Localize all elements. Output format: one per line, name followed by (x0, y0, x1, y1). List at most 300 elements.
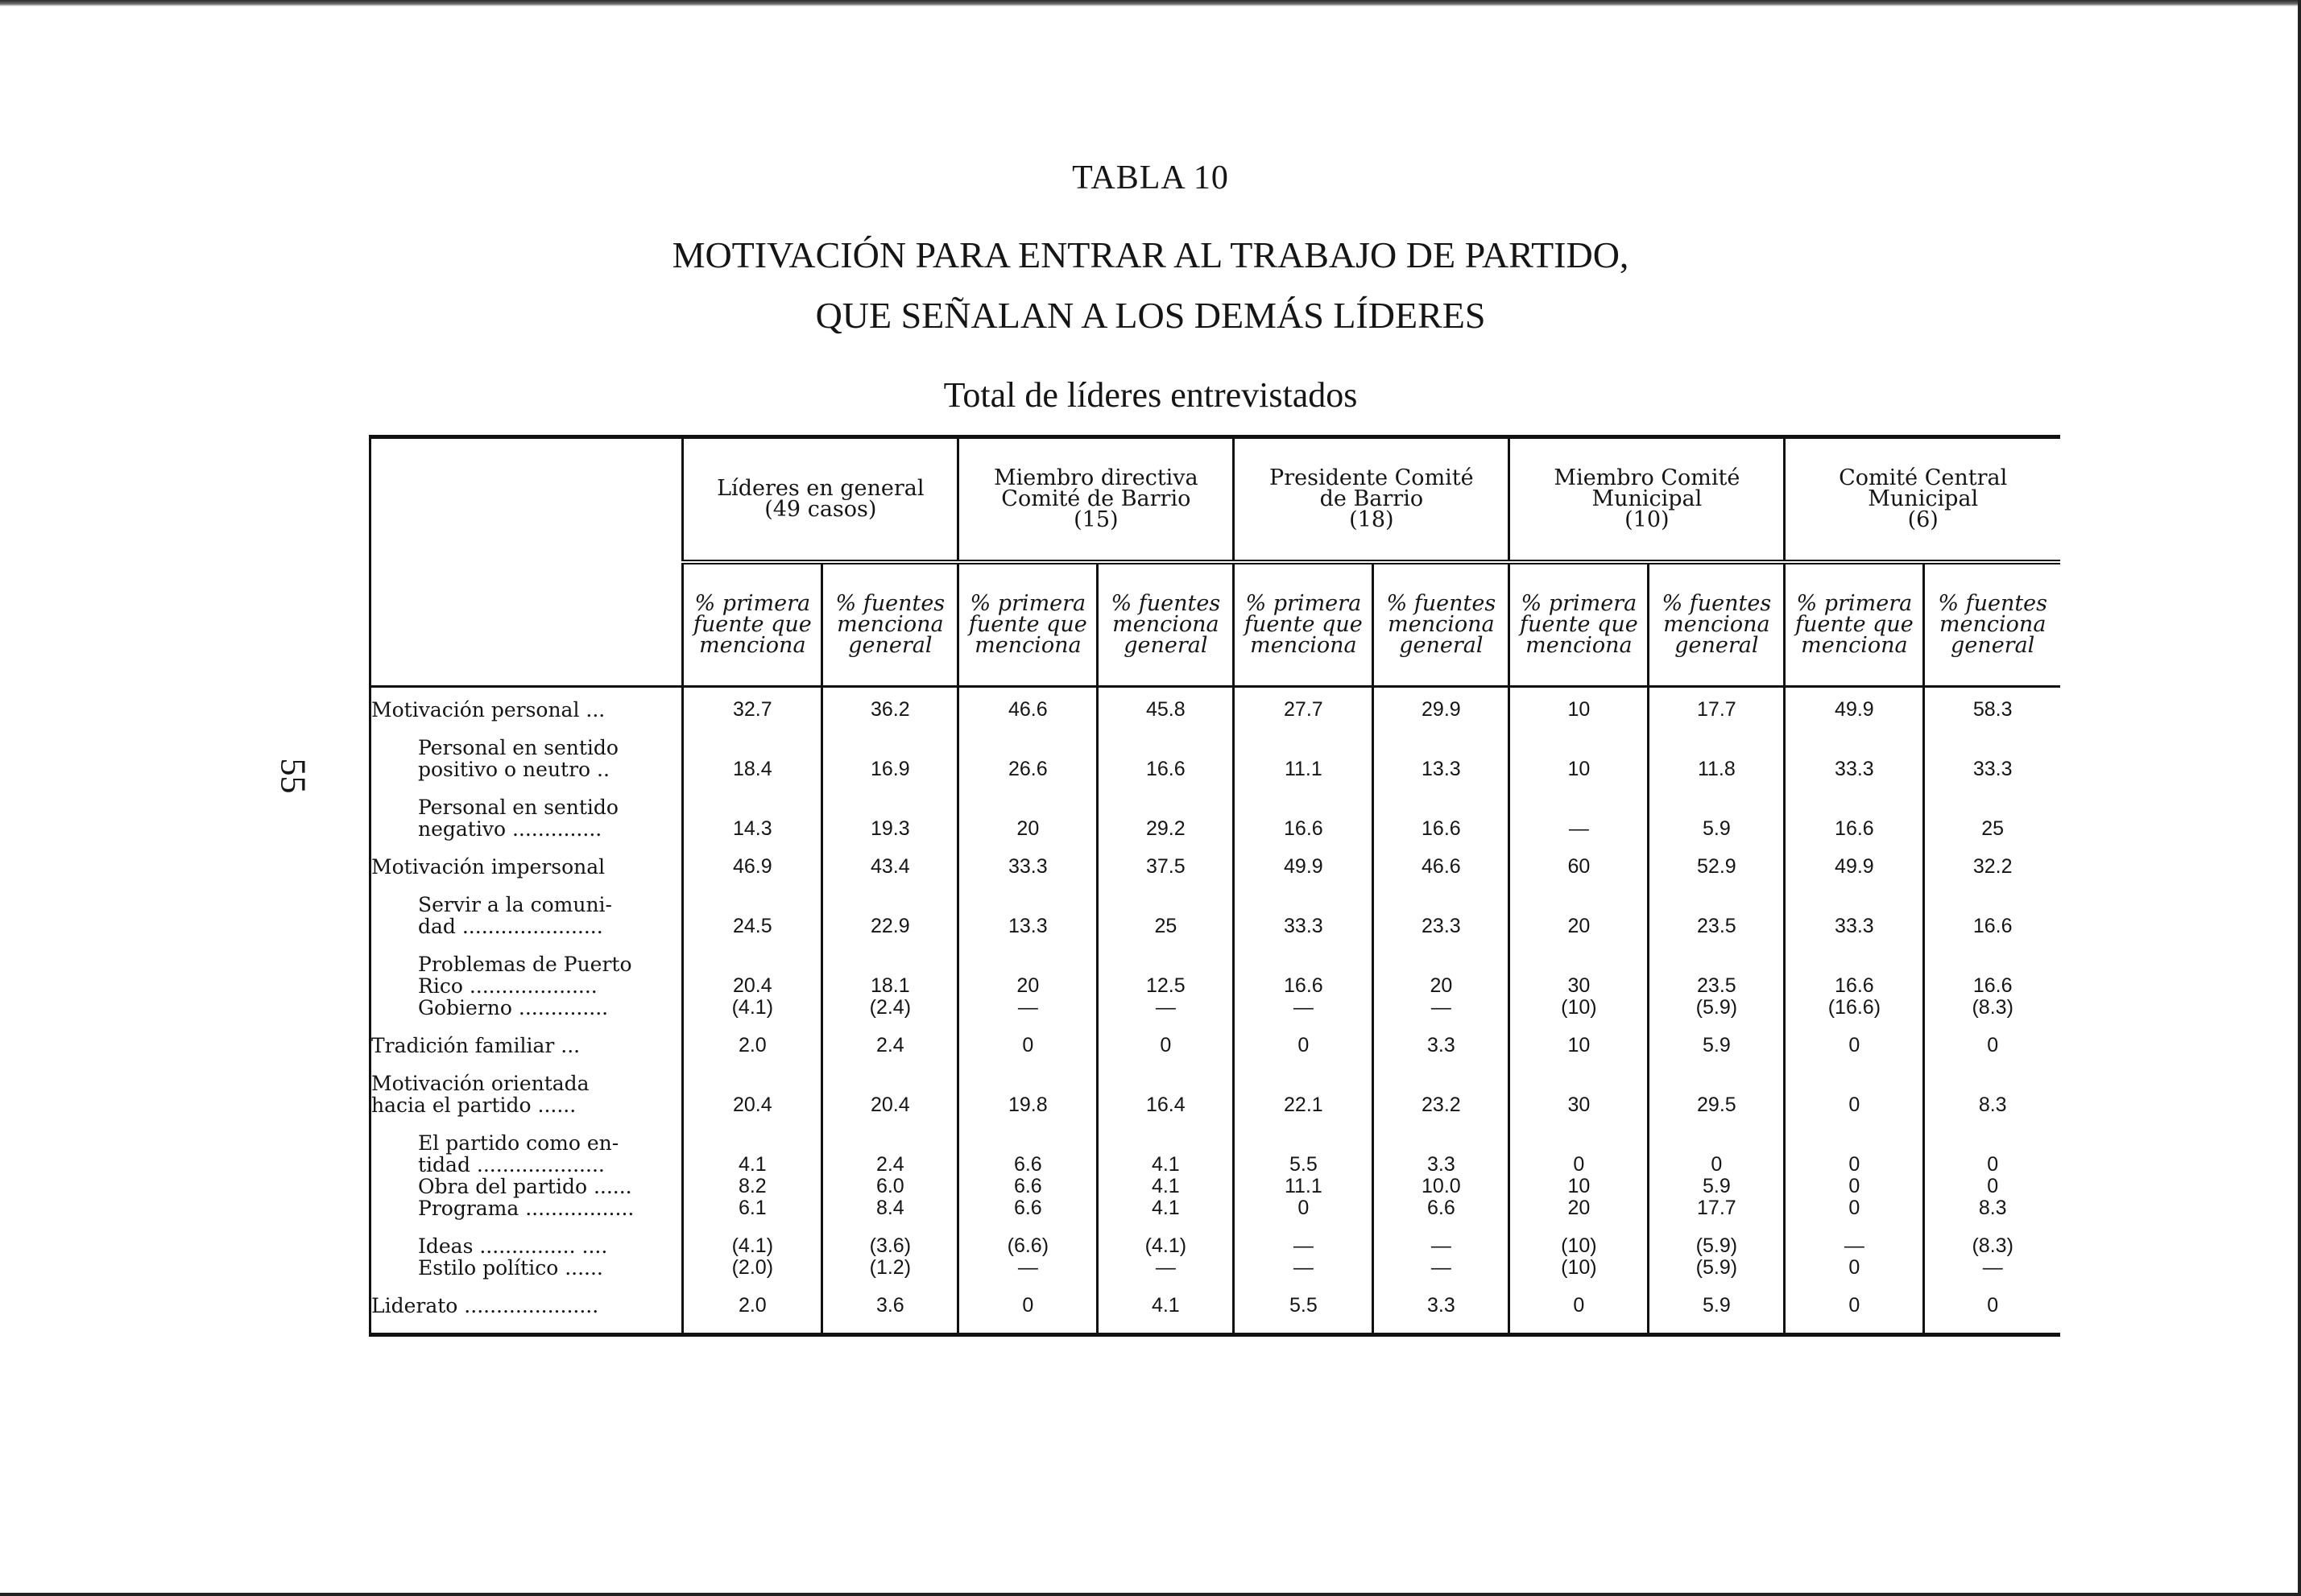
value-cell (1098, 1284, 1234, 1335)
cell-value: 0 (1711, 1153, 1723, 1176)
cell-value: 0 (1848, 1256, 1860, 1279)
cell-value: 6.6 (1013, 1175, 1042, 1197)
cell-value: 16.9 (870, 758, 910, 780)
row-label-line: Liderato ..................... (371, 1294, 599, 1317)
value-cell (822, 942, 958, 1023)
cell-value: 24.5 (732, 915, 772, 937)
cell-value: 29.5 (1697, 1094, 1736, 1116)
value-cell (1785, 1023, 1924, 1061)
table-row (370, 1284, 2061, 1335)
scan-border-bottom (0, 1593, 2301, 1596)
cell-value: 43.4 (870, 855, 910, 878)
value-cell (1373, 883, 1509, 942)
cell-value: 10 (1567, 1175, 1591, 1197)
value-cell (1649, 785, 1785, 845)
cell-value: 8.3 (1978, 1197, 2007, 1219)
value-cell (1509, 726, 1649, 785)
cell-value: (4.1) (731, 996, 774, 1019)
value-cell (1098, 726, 1234, 785)
cell-value: 49.9 (1835, 698, 1874, 721)
value-cell (1373, 1121, 1509, 1224)
row-label-line: Problemas de Puerto (418, 953, 632, 976)
cell-value: 0 (1573, 1294, 1585, 1317)
cell-value: 16.6 (1146, 758, 1186, 780)
cell-value: (4.1) (731, 1234, 774, 1257)
cell-value: 29.2 (1146, 817, 1186, 840)
cell-value: — (1844, 1234, 1864, 1257)
cell-value: 4.1 (1151, 1175, 1180, 1197)
value-cell (1785, 1061, 1924, 1121)
cell-value: 13.3 (1422, 758, 1461, 780)
value-cell (1509, 942, 1649, 1023)
page-number: 55 (273, 758, 313, 794)
cell-value: 27.7 (1284, 698, 1323, 721)
cell-value: 3.3 (1426, 1153, 1455, 1176)
cell-value: 16.6 (1835, 974, 1874, 997)
row-label (370, 726, 683, 785)
group-header: Líderes en general (49 casos) (683, 437, 958, 563)
cell-value: 20.4 (732, 1094, 772, 1116)
cell-value: 2.0 (738, 1034, 767, 1056)
group-header: Presidente Comité de Barrio (18) (1234, 437, 1509, 563)
value-cell (1649, 1224, 1785, 1284)
cell-value: 46.9 (732, 855, 772, 878)
cell-value: 29.9 (1422, 698, 1461, 721)
cell-value: — (1293, 996, 1314, 1019)
value-cell (1509, 1121, 1649, 1224)
row-label-line: Rico .................... (418, 974, 598, 998)
cell-value: 23.5 (1697, 915, 1736, 937)
value-cell (1234, 1224, 1373, 1284)
cell-value: 11.1 (1284, 1175, 1322, 1197)
value-cell (1234, 845, 1373, 883)
value-cell (1234, 942, 1373, 1023)
cell-value: 33.3 (1835, 915, 1874, 937)
value-cell (1234, 1284, 1373, 1335)
value-cell (1649, 1121, 1785, 1224)
value-cell (958, 687, 1098, 726)
group-header: Miembro Comité Municipal (10) (1509, 437, 1785, 563)
cell-value: 4.1 (1151, 1197, 1180, 1219)
sub-header-all-sources: % fuentes menciona general (822, 562, 958, 687)
value-cell (1234, 883, 1373, 942)
cell-value: — (1155, 1256, 1176, 1279)
row-label-line: Ideas ............... .... (418, 1234, 608, 1258)
cell-value: 46.6 (1008, 698, 1048, 721)
value-cell (1649, 1284, 1785, 1335)
cell-value: 3.3 (1426, 1034, 1455, 1056)
cell-value: 0 (1160, 1034, 1172, 1056)
cell-value: 30 (1567, 1094, 1591, 1116)
row-label-line: Servir a la comuni- (418, 893, 612, 916)
value-cell (1098, 1224, 1234, 1284)
cell-value: 11.8 (1697, 758, 1736, 780)
cell-value: 11.1 (1284, 758, 1322, 780)
group-header: Miembro directiva Comité de Barrio (15) (958, 437, 1234, 563)
value-cell (958, 1224, 1098, 1284)
cell-value: 25 (1154, 915, 1177, 937)
value-cell (1373, 785, 1509, 845)
row-label-line: El partido como en- (418, 1131, 619, 1155)
cell-value: 20 (1016, 817, 1040, 840)
row-label (370, 845, 683, 883)
value-cell (958, 883, 1098, 942)
row-label (370, 883, 683, 942)
value-cell (683, 1224, 822, 1284)
value-cell (1649, 883, 1785, 942)
cell-value: 0 (1848, 1153, 1860, 1176)
sub-header-first-source: % primera fuente que menciona (958, 562, 1098, 687)
cell-value: (6.6) (1007, 1234, 1049, 1257)
cell-value: 20 (1567, 915, 1591, 937)
cell-value: 0 (1297, 1034, 1310, 1056)
cell-value: 0 (1987, 1034, 1999, 1056)
cell-value: 16.6 (1422, 817, 1461, 840)
value-cell (1373, 1224, 1509, 1284)
value-cell (1649, 845, 1785, 883)
cell-value: 0 (1848, 1197, 1860, 1219)
value-cell (822, 1061, 958, 1121)
row-label (370, 1023, 683, 1061)
value-cell (1924, 687, 2060, 726)
value-cell (1234, 1023, 1373, 1061)
row-label-line: Estilo político ...... (418, 1256, 603, 1280)
cell-value: 33.3 (1284, 915, 1323, 937)
cell-value: 32.7 (732, 698, 772, 721)
cell-value: 33.3 (1835, 758, 1874, 780)
row-label (370, 942, 683, 1023)
table-row (370, 1061, 2061, 1121)
value-cell (1649, 726, 1785, 785)
value-cell (1509, 1061, 1649, 1121)
cell-value: 0 (1848, 1034, 1860, 1056)
value-cell (683, 785, 822, 845)
value-cell (822, 1023, 958, 1061)
cell-value: — (1155, 996, 1176, 1019)
header-corner (370, 437, 683, 687)
value-cell (958, 1284, 1098, 1335)
value-cell (1785, 1121, 1924, 1224)
row-label-line: Personal en sentido (418, 736, 619, 759)
row-label (370, 687, 683, 726)
value-cell (1234, 726, 1373, 785)
row-label (370, 1061, 683, 1121)
cell-value: 16.6 (1972, 915, 2013, 937)
value-cell (1649, 1061, 1785, 1121)
value-cell (1509, 1023, 1649, 1061)
cell-value: 20.4 (732, 974, 772, 997)
value-cell (1785, 845, 1924, 883)
row-label-line: Personal en sentido (418, 796, 619, 819)
cell-value: 0 (1987, 1153, 1999, 1176)
row-label-line: tidad .................... (418, 1153, 605, 1176)
value-cell (1509, 1284, 1649, 1335)
value-cell (1234, 1121, 1373, 1224)
value-cell (822, 687, 958, 726)
cell-value: 19.8 (1008, 1094, 1048, 1116)
cell-value: 23.5 (1697, 974, 1736, 997)
value-cell (1785, 687, 1924, 726)
cell-value: 45.8 (1146, 698, 1186, 721)
sub-header-all-sources: % fuentes menciona general (1373, 562, 1509, 687)
cell-value: 25 (1981, 817, 2005, 840)
value-cell (1373, 942, 1509, 1023)
table-title-line-1: MOTIVACIÓN PARA ENTRAR AL TRABAJO DE PARTIDO, (672, 234, 1629, 275)
cell-value: 6.0 (875, 1175, 904, 1197)
cell-value: 22.1 (1284, 1094, 1323, 1116)
cell-value: 36.2 (870, 698, 910, 721)
value-cell (1924, 1284, 2060, 1335)
value-cell (1649, 1023, 1785, 1061)
cell-value: (16.6) (1827, 996, 1881, 1019)
cell-value: 12.5 (1146, 974, 1186, 997)
value-cell (822, 726, 958, 785)
cell-value: 3.3 (1426, 1294, 1455, 1317)
value-cell (1098, 785, 1234, 845)
table-row (370, 845, 2061, 883)
cell-value: 16.6 (1835, 817, 1874, 840)
value-cell (1509, 883, 1649, 942)
value-cell (1234, 687, 1373, 726)
cell-value: 8.2 (738, 1175, 767, 1197)
value-cell (683, 883, 822, 942)
value-cell (822, 1284, 958, 1335)
page-top-edge (0, 0, 2301, 6)
row-label (370, 785, 683, 845)
data-table (369, 435, 2060, 1337)
value-cell (1373, 1023, 1509, 1061)
value-cell (1509, 845, 1649, 883)
row-label-line: Programa ................. (418, 1197, 635, 1220)
value-cell (1234, 1061, 1373, 1121)
table-subtitle: Total de líderes entrevistados (943, 375, 1358, 415)
value-cell (822, 1121, 958, 1224)
value-cell (1785, 726, 1924, 785)
row-label-line: hacia el partido ...... (371, 1094, 577, 1117)
cell-value: 6.6 (1426, 1197, 1455, 1219)
cell-value: 46.6 (1422, 855, 1461, 878)
value-cell (683, 942, 822, 1023)
cell-value: 22.9 (870, 915, 910, 937)
cell-value: 20 (1567, 1197, 1591, 1219)
cell-value: 20.4 (870, 1094, 910, 1116)
value-cell (1924, 1121, 2060, 1224)
cell-value: 4.1 (1151, 1153, 1180, 1176)
cell-value: (5.9) (1695, 996, 1738, 1019)
row-label-line: Motivación impersonal (371, 855, 606, 879)
value-cell (1509, 687, 1649, 726)
cell-value: 23.2 (1422, 1094, 1461, 1116)
cell-value: 5.9 (1702, 1294, 1731, 1317)
cell-value: 0 (1848, 1094, 1860, 1116)
value-cell (683, 726, 822, 785)
cell-value: 10 (1567, 698, 1591, 721)
value-cell (1234, 785, 1373, 845)
value-cell (683, 1121, 822, 1224)
cell-value: 10.0 (1422, 1175, 1461, 1197)
value-cell (958, 942, 1098, 1023)
row-label-line: Gobierno .............. (418, 996, 609, 1019)
sub-header-all-sources: % fuentes menciona general (1924, 562, 2060, 687)
cell-value: (3.6) (869, 1234, 912, 1257)
cell-value: 60 (1567, 855, 1591, 878)
cell-value: 20 (1430, 974, 1453, 997)
table-body (370, 687, 2061, 1335)
cell-value: (10) (1561, 1234, 1597, 1257)
cell-value: — (1430, 1234, 1451, 1257)
cell-value: 10 (1567, 1034, 1591, 1056)
value-cell (958, 1121, 1098, 1224)
value-cell (1785, 942, 1924, 1023)
sub-header-all-sources: % fuentes menciona general (1098, 562, 1234, 687)
value-cell (1373, 1284, 1509, 1335)
value-cell (1924, 845, 2060, 883)
row-label-line: Motivación personal ... (371, 698, 606, 722)
sub-header-all-sources: % fuentes menciona general (1649, 562, 1785, 687)
group-header: Comité Central Municipal (6) (1785, 437, 2060, 563)
value-cell (1373, 845, 1509, 883)
value-cell (1098, 883, 1234, 942)
value-cell (1098, 687, 1234, 726)
cell-value: 14.3 (732, 817, 772, 840)
cell-value: (5.9) (1695, 1234, 1738, 1257)
cell-value: 16.4 (1146, 1094, 1186, 1116)
cell-value: (2.0) (731, 1256, 774, 1279)
cell-value: 18.1 (870, 974, 910, 997)
cell-value: — (1430, 1256, 1451, 1279)
value-cell (958, 845, 1098, 883)
table-row (370, 687, 2061, 726)
cell-value: 16.6 (1972, 974, 2013, 997)
cell-value: (5.9) (1695, 1256, 1738, 1279)
value-cell (1098, 1121, 1234, 1224)
sub-header-first-source: % primera fuente que menciona (683, 562, 822, 687)
value-cell (822, 1224, 958, 1284)
row-label (370, 1121, 683, 1224)
cell-value: 49.9 (1284, 855, 1323, 878)
cell-value: — (1430, 996, 1451, 1019)
cell-value: (8.3) (1972, 1234, 2013, 1257)
cell-value: 2.0 (738, 1294, 767, 1317)
cell-value: 0 (1297, 1197, 1310, 1219)
value-cell (1098, 845, 1234, 883)
cell-value: 33.3 (1972, 758, 2013, 780)
value-cell (1649, 942, 1785, 1023)
table-title-line-2: QUE SEÑALAN A LOS DEMÁS LÍDERES (815, 295, 1486, 336)
cell-value: 26.6 (1008, 758, 1048, 780)
value-cell (1924, 1061, 2060, 1121)
cell-value: 5.9 (1702, 1175, 1731, 1197)
cell-value: 58.3 (1972, 698, 2013, 721)
cell-value: 5.9 (1702, 817, 1731, 840)
row-label-line: Obra del partido ...... (418, 1175, 632, 1198)
cell-value: — (1293, 1256, 1314, 1279)
cell-value: 30 (1567, 974, 1591, 997)
table-label: TABLA 10 (1072, 159, 1229, 196)
value-cell (1098, 1023, 1234, 1061)
value-cell (1098, 1061, 1234, 1121)
cell-value: 23.3 (1422, 915, 1461, 937)
cell-value: 10 (1567, 758, 1591, 780)
cell-value: 33.3 (1008, 855, 1048, 878)
cell-value: 52.9 (1697, 855, 1736, 878)
cell-value: 19.3 (870, 817, 910, 840)
value-cell (1924, 1224, 2060, 1284)
group-header-row (370, 437, 2061, 563)
cell-value: 32.2 (1972, 855, 2013, 878)
value-cell (822, 845, 958, 883)
value-cell (822, 785, 958, 845)
cell-value: 5.9 (1702, 1034, 1731, 1056)
value-cell (1924, 1023, 2060, 1061)
value-cell (1098, 942, 1234, 1023)
cell-value: 0 (1022, 1294, 1034, 1317)
cell-value: 4.1 (738, 1153, 767, 1176)
value-cell (683, 687, 822, 726)
row-label-line: Tradición familiar ... (371, 1034, 581, 1057)
cell-value: (4.1) (1144, 1234, 1187, 1257)
value-cell (1373, 726, 1509, 785)
value-cell (683, 1023, 822, 1061)
cell-value: (10) (1561, 996, 1597, 1019)
cell-value: 18.4 (732, 758, 772, 780)
cell-value: 2.4 (875, 1153, 904, 1176)
sub-header-first-source: % primera fuente que menciona (1785, 562, 1924, 687)
cell-value: 13.3 (1008, 915, 1048, 937)
table-row (370, 883, 2061, 942)
cell-value: — (1982, 1256, 2003, 1279)
value-cell (1924, 942, 2060, 1023)
cell-value: 49.9 (1835, 855, 1874, 878)
value-cell (958, 1061, 1098, 1121)
cell-value: 6.6 (1013, 1197, 1042, 1219)
cell-value: (8.3) (1972, 996, 2013, 1019)
cell-value: 5.5 (1289, 1294, 1318, 1317)
table-row (370, 785, 2061, 845)
value-cell (958, 1023, 1098, 1061)
cell-value: 0 (1987, 1294, 1999, 1317)
row-label-line: positivo o neutro .. (418, 758, 610, 781)
value-cell (958, 785, 1098, 845)
row-label (370, 1224, 683, 1284)
cell-value: 0 (1022, 1034, 1034, 1056)
value-cell (683, 845, 822, 883)
cell-value: 4.1 (1151, 1294, 1180, 1317)
cell-value: (2.4) (869, 996, 912, 1019)
value-cell (1509, 1224, 1649, 1284)
cell-value: 16.6 (1284, 974, 1323, 997)
sub-header-first-source: % primera fuente que menciona (1234, 562, 1373, 687)
sub-header-first-source: % primera fuente que menciona (1509, 562, 1649, 687)
cell-value: 2.4 (875, 1034, 904, 1056)
value-cell (1785, 1224, 1924, 1284)
cell-value: (1.2) (869, 1256, 912, 1279)
cell-value: — (1293, 1234, 1314, 1257)
cell-value: (10) (1561, 1256, 1597, 1279)
value-cell (958, 726, 1098, 785)
cell-value: 0 (1848, 1294, 1860, 1317)
value-cell (1924, 883, 2060, 942)
table-row (370, 942, 2061, 1023)
table-row (370, 1121, 2061, 1224)
row-label (370, 1284, 683, 1335)
value-cell (822, 883, 958, 942)
value-cell (683, 1284, 822, 1335)
table-row (370, 1224, 2061, 1284)
value-cell (683, 1061, 822, 1121)
cell-value: 0 (1573, 1153, 1585, 1176)
cell-value: — (1017, 1256, 1038, 1279)
